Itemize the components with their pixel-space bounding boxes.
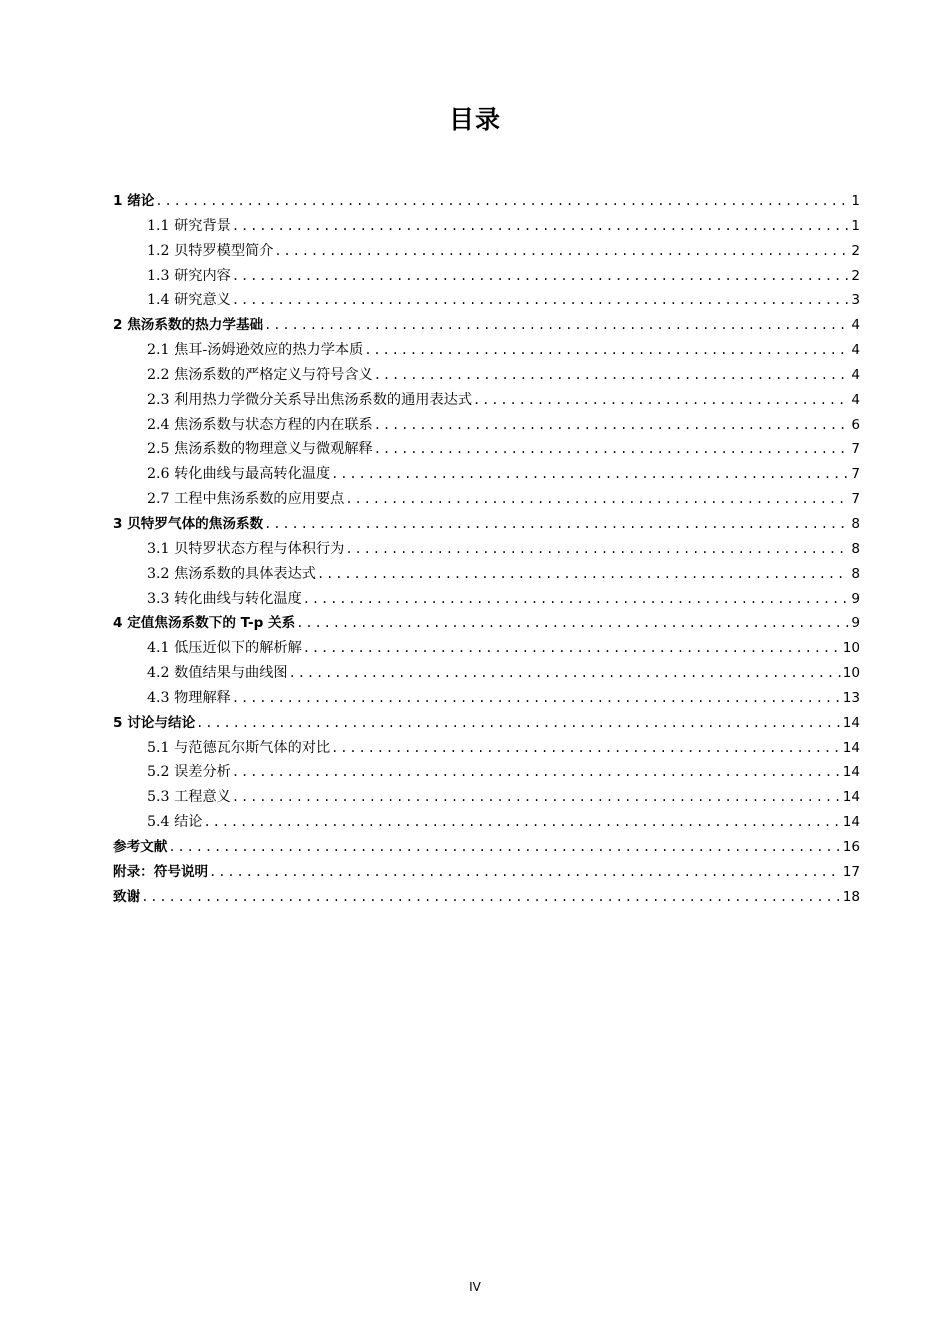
toc-section-entry[interactable] bbox=[113, 587, 860, 612]
toc-dot-leader bbox=[141, 885, 841, 910]
toc-entry-title: 1 绪论 bbox=[113, 193, 155, 209]
toc-dot-leader bbox=[155, 189, 849, 214]
toc-dot-leader bbox=[317, 562, 849, 587]
toc-entry-title: 4 定值焦汤系数下的 T-p 关系 bbox=[113, 615, 296, 632]
toc-dot-leader bbox=[264, 313, 849, 338]
toc-entry-page-number: 14 bbox=[842, 714, 860, 731]
toc-entry-title: 2.6 转化曲线与最高转化温度 bbox=[147, 466, 331, 483]
toc-entry-title: 1.1 研究背景 bbox=[147, 217, 231, 234]
toc-dot-leader bbox=[296, 611, 849, 636]
toc-entry-title: 3.3 转化曲线与转化温度 bbox=[147, 590, 302, 607]
toc-dot-leader bbox=[364, 338, 849, 363]
toc-entry-title: 5.2 误差分析 bbox=[147, 764, 231, 781]
toc-section-entry[interactable] bbox=[113, 338, 860, 363]
toc-entry-page-number: 4 bbox=[851, 317, 860, 334]
toc-dot-leader bbox=[289, 661, 841, 686]
toc-entry-page-number: 2 bbox=[851, 242, 860, 259]
toc-entry-title: 参考文献 bbox=[113, 838, 168, 855]
toc-section-entry[interactable] bbox=[113, 760, 860, 785]
toc-chapter-entry[interactable] bbox=[113, 835, 860, 860]
toc-entry-page-number: 2 bbox=[851, 267, 860, 284]
toc-entry-title: 4.3 物理解释 bbox=[147, 689, 231, 706]
toc-entry-title: 5 讨论与结论 bbox=[113, 714, 196, 731]
toc-entry-title: 2.4 焦汤系数与状态方程的内在联系 bbox=[147, 416, 373, 433]
toc-entry-title: 致谢 bbox=[113, 888, 141, 905]
toc-dot-leader bbox=[232, 686, 841, 711]
toc-dot-leader bbox=[473, 388, 849, 413]
toc-section-entry[interactable] bbox=[113, 239, 860, 264]
toc-entry-title: 5.1 与范德瓦尔斯气体的对比 bbox=[147, 739, 331, 756]
toc-chapter-entry[interactable] bbox=[113, 711, 860, 736]
toc-entry-page-number: 8 bbox=[851, 515, 860, 532]
toc-entry-page-number: 3 bbox=[851, 292, 860, 309]
toc-section-entry[interactable] bbox=[113, 487, 860, 512]
toc-entry-page-number: 14 bbox=[842, 789, 860, 806]
toc-dot-leader bbox=[196, 711, 841, 736]
toc-dot-leader bbox=[232, 785, 841, 810]
toc-dot-leader bbox=[374, 437, 850, 462]
toc-entry-title: 3.1 贝特罗状态方程与体积行为 bbox=[147, 540, 345, 557]
toc-entry-title: 5.3 工程意义 bbox=[147, 789, 231, 806]
toc-entry-title: 2.1 焦耳-汤姆逊效应的热力学本质 bbox=[147, 342, 364, 359]
toc-section-entry[interactable] bbox=[113, 736, 860, 761]
toc-chapter-entry[interactable] bbox=[113, 189, 860, 214]
toc-dot-leader bbox=[345, 537, 849, 562]
toc-section-entry[interactable] bbox=[113, 214, 860, 239]
toc-entry-page-number: 9 bbox=[851, 590, 860, 607]
toc-entry-page-number: 1 bbox=[851, 193, 860, 209]
toc-entry-page-number: 14 bbox=[842, 739, 860, 756]
toc-section-entry[interactable] bbox=[113, 437, 860, 462]
toc-entry-title: 3 贝特罗气体的焦汤系数 bbox=[113, 515, 264, 532]
toc-entry-title: 2.7 工程中焦汤系数的应用要点 bbox=[147, 491, 345, 508]
page-title: 目录 bbox=[448, 105, 501, 134]
toc-entry-title: 附录：符号说明 bbox=[113, 863, 209, 880]
toc-dot-leader bbox=[232, 264, 850, 289]
toc-dot-leader bbox=[331, 462, 849, 487]
toc-entry-page-number: 18 bbox=[842, 888, 860, 905]
toc-dot-leader bbox=[374, 413, 850, 438]
toc-entry-title: 1.2 贝特罗模型简介 bbox=[147, 242, 274, 259]
toc-entry-page-number: 9 bbox=[851, 615, 860, 632]
toc-dot-leader bbox=[232, 288, 850, 313]
toc-section-entry[interactable] bbox=[113, 264, 860, 289]
toc-entry-page-number: 4 bbox=[851, 342, 860, 359]
toc-section-entry[interactable] bbox=[113, 388, 860, 413]
toc-section-entry[interactable] bbox=[113, 537, 860, 562]
toc-chapter-entry[interactable] bbox=[113, 611, 860, 636]
toc-section-entry[interactable] bbox=[113, 785, 860, 810]
toc-entry-page-number: 1 bbox=[851, 217, 860, 234]
toc-dot-leader bbox=[203, 810, 840, 835]
toc-entry-title: 4.2 数值结果与曲线图 bbox=[147, 665, 288, 682]
toc-entry-title: 2.3 利用热力学微分关系导出焦汤系数的通用表达式 bbox=[147, 391, 473, 408]
toc-entry-page-number: 8 bbox=[851, 540, 860, 557]
toc-dot-leader bbox=[168, 835, 840, 860]
toc-dot-leader bbox=[303, 636, 841, 661]
toc-entry-page-number: 16 bbox=[842, 838, 860, 855]
toc-dot-leader bbox=[209, 860, 841, 885]
toc-entry-page-number: 14 bbox=[842, 814, 860, 831]
toc-chapter-entry[interactable] bbox=[113, 885, 860, 910]
toc-entry-page-number: 14 bbox=[842, 764, 860, 781]
toc-entry-title: 4.1 低压近似下的解析解 bbox=[147, 640, 302, 657]
toc-dot-leader bbox=[232, 214, 850, 239]
toc-section-entry[interactable] bbox=[113, 288, 860, 313]
table-of-contents bbox=[113, 189, 860, 909]
toc-dot-leader bbox=[232, 760, 841, 785]
toc-entry-page-number: 7 bbox=[851, 466, 860, 483]
toc-entry-title: 1.3 研究内容 bbox=[147, 267, 231, 284]
toc-entry-title: 2.2 焦汤系数的严格定义与符号含义 bbox=[147, 366, 373, 383]
toc-entry-page-number: 13 bbox=[842, 689, 860, 706]
toc-chapter-entry[interactable] bbox=[113, 313, 860, 338]
toc-entry-page-number: 6 bbox=[851, 416, 860, 433]
toc-section-entry[interactable] bbox=[113, 636, 860, 661]
toc-entry-page-number: 10 bbox=[842, 665, 860, 682]
toc-section-entry[interactable] bbox=[113, 413, 860, 438]
toc-chapter-entry[interactable] bbox=[113, 860, 860, 885]
toc-section-entry[interactable] bbox=[113, 562, 860, 587]
toc-entry-page-number: 4 bbox=[851, 391, 860, 408]
toc-entry-page-number: 4 bbox=[851, 366, 860, 383]
toc-dot-leader bbox=[274, 239, 849, 264]
toc-dot-leader bbox=[264, 512, 849, 537]
toc-entry-page-number: 7 bbox=[851, 491, 860, 508]
toc-dot-leader bbox=[374, 363, 850, 388]
toc-section-entry[interactable] bbox=[113, 686, 860, 711]
toc-entry-title: 1.4 研究意义 bbox=[147, 292, 231, 309]
toc-entry-page-number: 10 bbox=[842, 640, 860, 657]
toc-section-entry[interactable] bbox=[113, 462, 860, 487]
toc-section-entry[interactable] bbox=[113, 810, 860, 835]
toc-entry-page-number: 8 bbox=[851, 565, 860, 582]
toc-dot-leader bbox=[345, 487, 849, 512]
toc-entry-page-number: 17 bbox=[842, 863, 860, 880]
toc-entry-title: 5.4 结论 bbox=[147, 814, 203, 831]
toc-section-entry[interactable] bbox=[113, 661, 860, 686]
page-footer-number: IV bbox=[469, 1280, 481, 1294]
toc-entry-title: 3.2 焦汤系数的具体表达式 bbox=[147, 565, 316, 582]
toc-entry-title: 2 焦汤系数的热力学基础 bbox=[113, 317, 264, 334]
toc-chapter-entry[interactable] bbox=[113, 512, 860, 537]
toc-section-entry[interactable] bbox=[113, 363, 860, 388]
toc-dot-leader bbox=[331, 736, 841, 761]
toc-dot-leader bbox=[303, 587, 850, 612]
toc-entry-title: 2.5 焦汤系数的物理意义与微观解释 bbox=[147, 441, 373, 458]
toc-entry-page-number: 7 bbox=[851, 441, 860, 458]
